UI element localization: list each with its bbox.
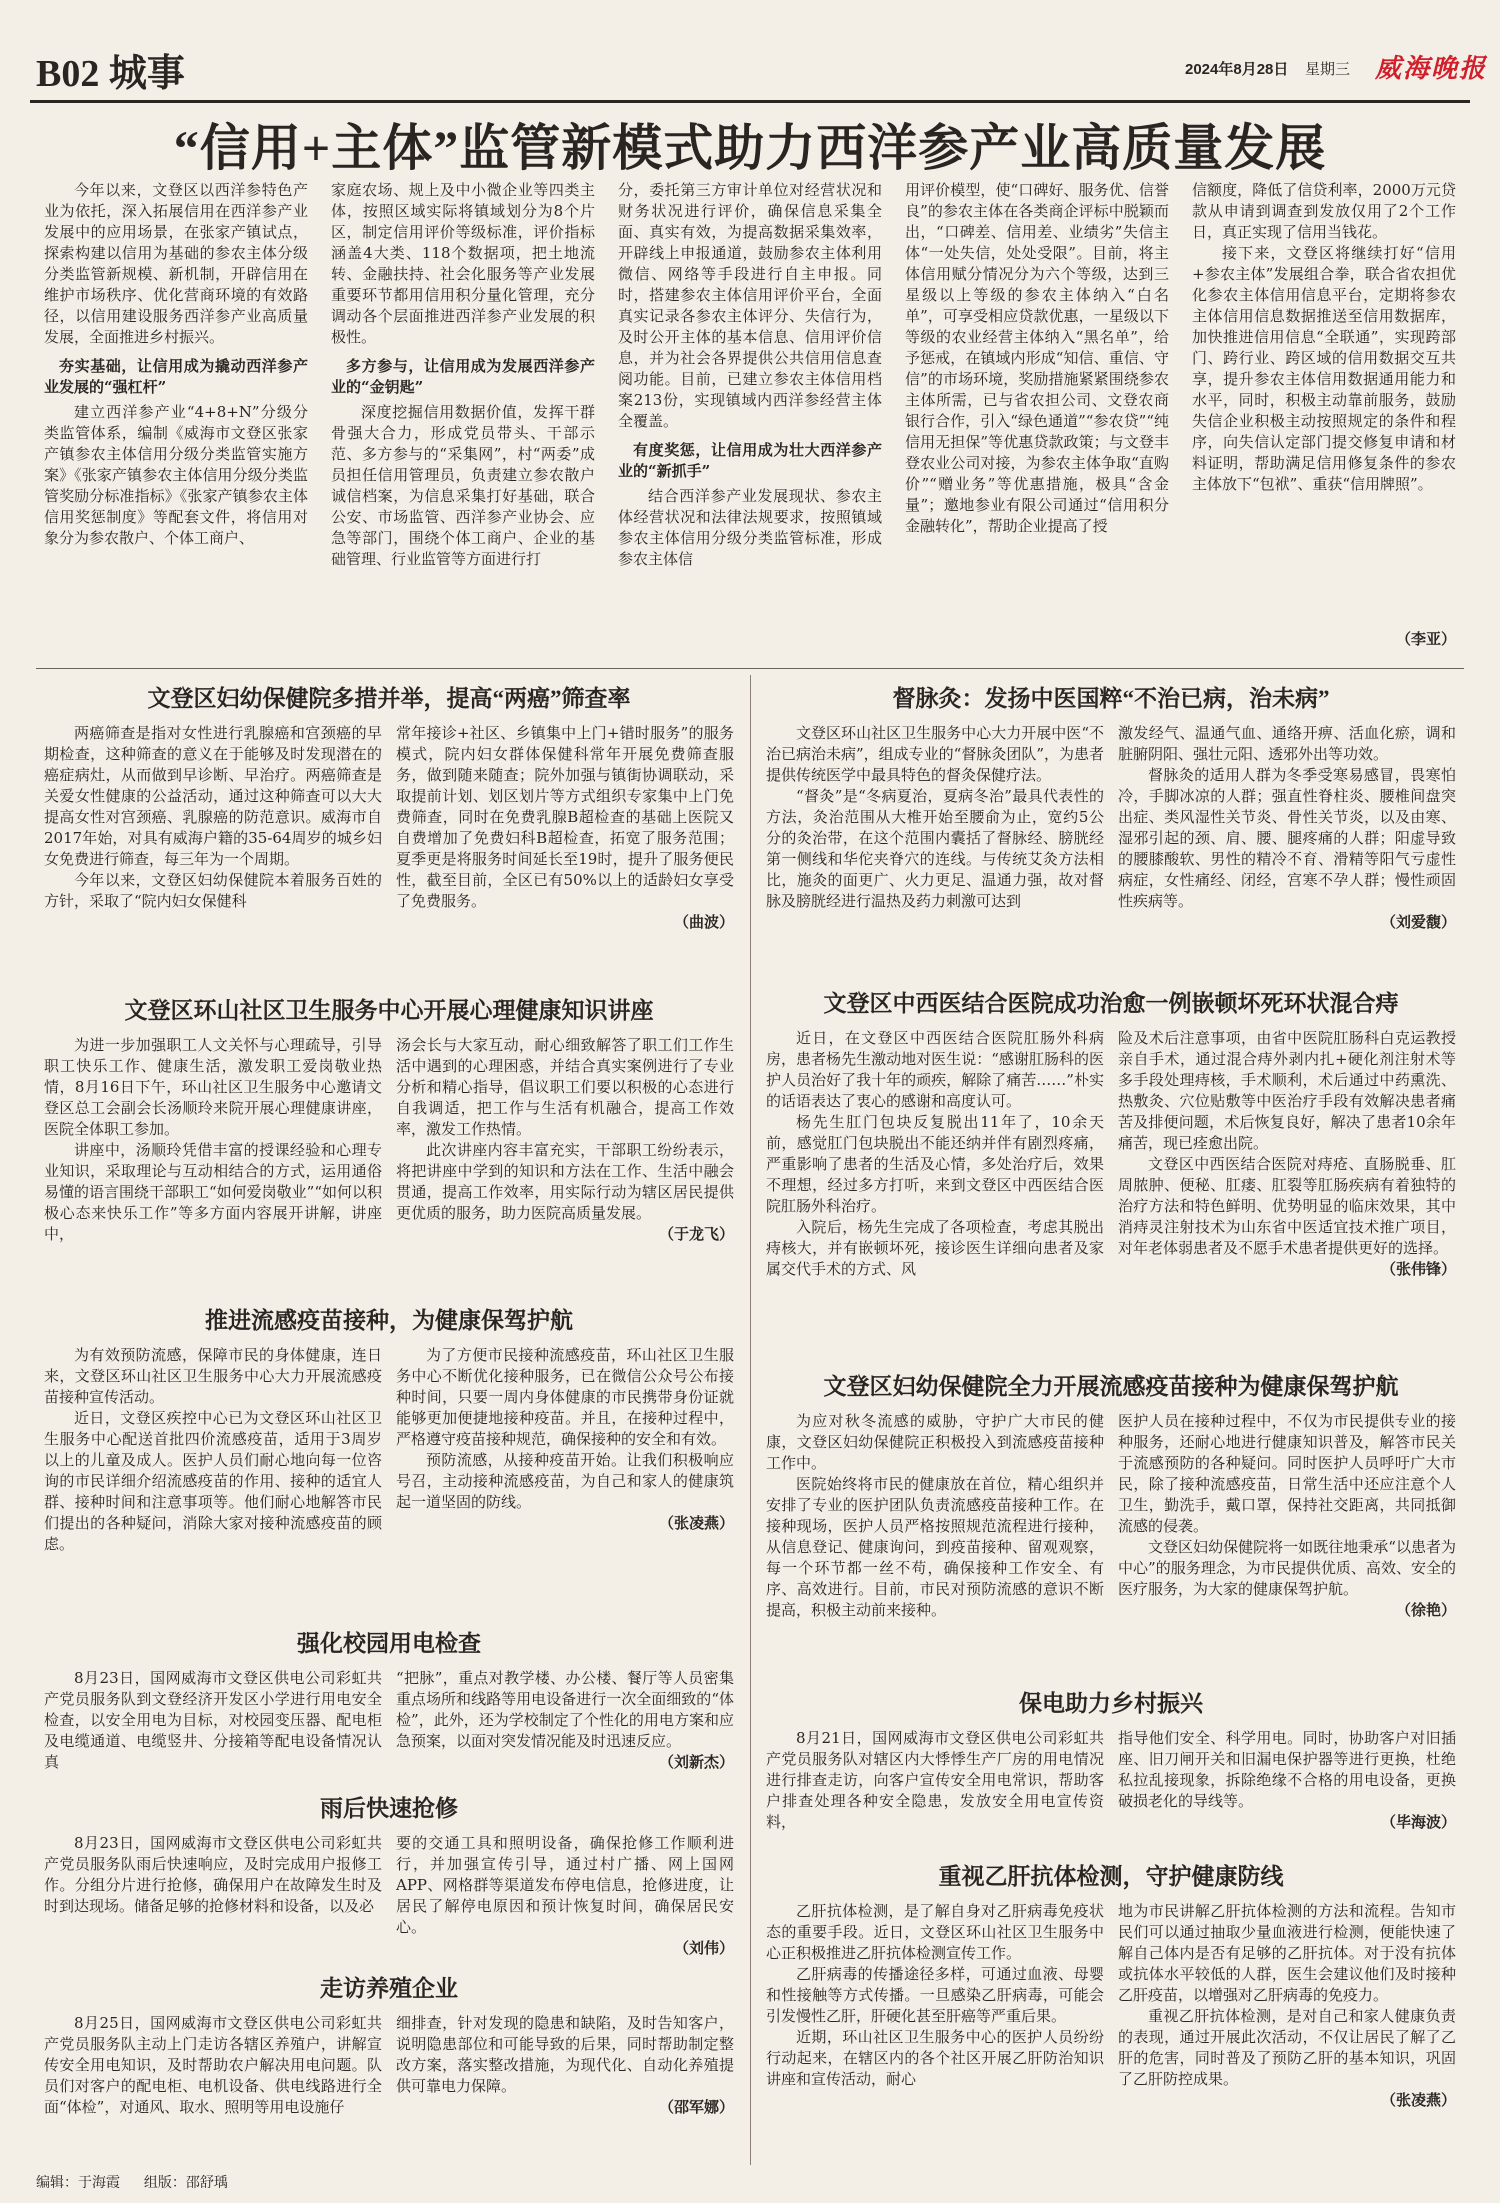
page-footer	[36, 2172, 248, 2192]
article-paragraph: 8月23日，国网威海市文登区供电公司彩虹共产党员服务队雨后快速响应，及时完成用户报修工作。分组分片进行抢修，确保用户在故障发生时及时到达现场。储备足够的抢修材料和设备，以及必	[44, 1834, 382, 1915]
issue-weekday: 星期三	[1305, 61, 1351, 78]
article-column	[1118, 1728, 1456, 1846]
article-title: 文登区环山社区卫生服务中心开展心理健康知识讲座	[124, 998, 654, 1023]
lead-byline: （李亚）	[1395, 630, 1456, 648]
article-column	[766, 1728, 1104, 1846]
article-byline: （刘新杰）	[658, 1753, 734, 1771]
article-paragraph: 8月23日，国网威海市文登区供电公司彩虹共产党员服务队到文登经济开发区小学进行用电安全检查，以安全用电为目标，对校园变压器、配电柜及电缆通道、电缆竖井、分接箱等配电设备情况认真	[44, 1669, 382, 1771]
article-paragraph: 险及术后注意事项，由省中医院肛肠科白克运教授亲自手术，通过混合痔外剥内扎+硬化剂注射术等多手段处理痔核，手术顺利，术后通过中药熏洗、热敷灸、穴位贴敷等中医治疗手段有效解决患者痛苦及排便问题，术后恢复良好，解决了患者10余年痛苦，现已痊愈出院。	[1118, 1029, 1456, 1152]
article-title: 保电助力乡村振兴	[1019, 1691, 1203, 1716]
article-paragraph: “督灸”是“冬病夏治，夏病冬治”最具代表性的方法，灸治范围从大椎开始至腰俞为止，宽约5公分的灸治带，在这个范围内囊括了督脉经、膀胱经第一侧线和华佗夹脊穴的连线。与传统艾灸方法相比，施灸的面更广、火力更足、温通力强，故对督脉及膀胱经进行温热及药力刺激可达到	[766, 787, 1104, 910]
article-column	[766, 1901, 1104, 2163]
article-moxibustion	[766, 680, 1456, 980]
article-paragraph: 杨先生肛门包块反复脱出11年了，10余天前，感觉肛门包块脱出不能还纳并伴有剧烈疼痛，严重影响了患者的生活及心情，多处治疗后，效果不理想，经过多方打听，来到文登区中西医结合医院肛肠外科治疗。	[766, 1113, 1104, 1215]
lead-paragraph: 结合西洋参产业发展现状、参农主体经营状况和法律法规要求，按照镇域参农主体信用分级分类监管标准，形成参农主体信	[618, 487, 882, 568]
article-school-power	[44, 1625, 734, 1785]
lead-paragraph: 今年以来，文登区以西洋参特色产业为依托，深入拓展信用在西洋参产业发展中的应用场景，在张家产镇试点，探索构建以信用为基础的参农主体分级分类监管新规模、新机制，开辟信用在维护市场秩序、优化营商环境的有效路径，以信用建设服务西洋参产业高质量发展，全面推进乡村振兴。	[44, 181, 308, 346]
article-paragraph: 文登区妇幼保健院将一如既往地秉承“以患者为中心”的服务理念，为市民提供优质、高效、安全的医疗服务，为大家的健康保驾护航。	[1118, 1538, 1456, 1598]
article-paragraph: 文登区环山社区卫生服务中心大力开展中医“不治已病治未病”，组成专业的“督脉灸团队”，为患者提供传统医学中最具特色的督灸保健疗法。	[766, 724, 1104, 784]
article-paragraph: 督脉灸的适用人群为冬季受寒易感冒，畏寒怕冷，手脚冰凉的人群；强直性脊柱炎、腰椎间盘突出症、类风湿性关节炎、骨性关节炎，以及由寒、湿邪引起的颈、肩、腰、腿疼痛的人群；阳虚导致的腰膝酸软、男性的精冷不育、滑精等阳气亏虚性病症，女性痛经、闭经，宫寒不孕人群；慢性顽固性疾病等。	[1118, 766, 1456, 910]
article-paragraph: 近日，文登区疾控中心已为文登区环山社区卫生服务中心配送首批四价流感疫苗，适用于3周岁以上的儿童及成人。医护人员们耐心地向每一位咨询的市民详细介绍流感疫苗的作用、接种的适宜人群、接种时间和注意事项等。他们耐心地解答市民们提出的各种疑问，消除大家对接种流感疫苗的顾虑。	[44, 1409, 382, 1553]
issue-date: 2024年8月28日	[1185, 61, 1289, 78]
article-column	[44, 1345, 382, 1610]
article-column	[44, 1833, 382, 1958]
article-paragraph: 医护人员在接种过程中，不仅为市民提供专业的接种服务，还耐心地进行健康知识普及，解答市民关于流感预防的各种疑问。同时医护人员呼吁广大市民，除了接种流感疫苗，日常生活中还应注意个人卫生，勤洗手，戴口罩，保持社交距离，共同抵御流感的侵袭。	[1118, 1412, 1456, 1535]
article-column	[1118, 1411, 1456, 1661]
article-byline: （徐艳）	[1395, 1601, 1456, 1619]
article-byline: （曲波）	[673, 913, 734, 931]
article-paragraph: 为应对秋冬流感的威胁，守护广大市民的健康，文登区妇幼保健院正积极投入到流感疫苗接种工作中。	[766, 1412, 1104, 1472]
lead-article	[44, 180, 1456, 648]
lead-paragraph: 接下来，文登区将继续打好“信用+参农主体”发展组合拳，联合省农担优化参农主体信用信息平台，定期将参农主体信用信息数据推送至信用数据库，加快推进信用信息“全联通”，实现跨部门、跨行业、跨区域的信用数据交互共享，提升参农主体信用数据通用能力和水平，同时，积极主动靠前服务，鼓励失信企业积极主动按照规定的条件和程序，向失信认定部门提交修复申请和材料证明，帮助满足信用修复条件的参农主体放下“包袱”、重获“信用牌照”。	[1192, 244, 1456, 493]
article-byline: （刘爱馥）	[1380, 913, 1456, 931]
article-column	[396, 723, 734, 973]
article-rural-power	[766, 1685, 1456, 1845]
article-column	[396, 1035, 734, 1285]
article-paragraph: 近日，在文登区中西医结合医院肛肠外科病房，患者杨先生激动地对医生说：“感谢肛肠科的医护人员治好了我十年的顽疾，解除了痛苦……”朴实的话语表达了衷心的感谢和高度认可。	[766, 1029, 1104, 1110]
lead-paragraph: 建立西洋参产业“4+8+N”分级分类监管体系，编制《威海市文登区张家产镇参农主体信用分级分类监管实施方案》《张家产镇参农主体信用分级分类监管奖励分标准指标》《张家产镇参农主体信用奖惩制度》等配套文件，将信用对象分为参农散户、个体工商户、	[44, 403, 308, 547]
article-paragraph: 细排查，针对发现的隐患和缺陷，及时告知客户，说明隐患部位和可能导致的后果，同时帮助制定整改方案，落实整改措施，为现代化、自动化养殖提供可靠电力保障。	[396, 2014, 734, 2095]
article-paragraph: 激发经气、温通气血、通络开痹、活血化瘀，调和脏腑阴阳、强壮元阳、透邪外出等功效。	[1118, 724, 1456, 763]
article-column	[396, 1345, 734, 1610]
article-paragraph: 此次讲座内容丰富充实，干部职工纷纷表示，将把讲座中学到的知识和方法在工作、生活中融会贯通，提高工作效率，用实际行动为辖区居民提供更优质的服务，助力医院高质量发展。	[396, 1141, 734, 1222]
article-flu-vaccine	[44, 1302, 734, 1612]
page-header	[0, 0, 1500, 110]
article-paragraph: 8月25日，国网威海市文登区供电公司彩虹共产党员服务队主动上门走访各辖区养殖户，讲解宣传安全用电知识，及时帮助农户解决用电问题。队员们对客户的配电柜、电机设备、供电线路进行全面“体检”，对通风、取水、照明等用电设施仔	[44, 2014, 382, 2116]
article-byline: （张凌燕）	[1380, 2091, 1456, 2109]
lead-paragraph: 分，委托第三方审计单位对经营状况和财务状况进行评价，确保信息采集全面、真实有效，为提高数据采集效率，开辟线上申报通道，鼓励参农主体利用微信、网络等手段进行自主申报。同时，搭建参农主体信用评价平台，全面真实记录各参农主体评分、失信行为，及时公开主体的基本信息、信用评价信息，并为社会各界提供公共信用信息查阅功能。目前，已建立参农主体信用档案213份，实现镇域内西洋参经营主体全覆盖。	[618, 181, 882, 430]
article-column	[1118, 1028, 1456, 1363]
article-column	[44, 2013, 382, 2161]
article-paragraph: 常年接诊+社区、乡镇集中上门+错时服务”的服务模式，院内妇女群体保健科常年开展免费筛查服务，做到随来随查；院外加强与镇街协调联动，采取提前计划、划区划片等方式组织专家集中上门免费筛查，同时在免费乳腺B超检查的基础上医院又自费增加了免费妇科B超检查，拓宽了服务范围；夏季更是将服务时间延长至19时，提升了服务便民性，截至目前，全区已有50%以上的适龄妇女享受了免费服务。	[396, 724, 734, 910]
article-title: 走访养殖企业	[320, 1976, 458, 2001]
article-hepatitis	[766, 1858, 1456, 2163]
article-paragraph: 两癌筛查是指对女性进行乳腺癌和宫颈癌的早期检查，这种筛查的意义在于能够及时发现潜在的癌症病灶，从而做到早诊断、早治疗。两癌筛查是关爱女性健康的公益活动，通过这种筛查可以大大提高女性对宫颈癌、乳腺癌的防范意识。威海市自2017年始，对具有威海户籍的35-64周岁的城乡妇女免费进行筛查，每三年为一个周期。	[44, 724, 382, 868]
article-paragraph: 要的交通工具和照明设备，确保抢修工作顺利进行，并加强宣传引导，通过村广播、网上国网APP、网格群等渠道发布停电信息，抢修进度，让居民了解停电原因和预计恢复时间，确保居民安心。	[396, 1834, 734, 1936]
article-column	[396, 1668, 734, 1786]
editor-credit: 编辑：于海霞	[36, 2174, 120, 2190]
lead-paragraph: 用评价模型，使“口碑好、服务优、信誉良”的参农主体在各类商企评标中脱颖而出，“口碑差、信用差、业绩劣”失信主体“一处失信，处处受限”。目前，将主体信用赋分情况分为六个等级，达到三星级以上等级的参农主体纳入“白名单”，可享受相应贷款优惠，一星级以下等级的农业经营主体纳入“黑名单”，给予惩戒，在镇域内形成“知信、重信、守信”的市场环境，奖励措施紧紧围绕参农主体所需，已与省农担公司、文登农商银行合作，引入“绿色通道”“参农贷”“纯信用无担保”等优惠贷款政策；与文登丰登农业公司对接，为参农主体争取“直购价”“赠业务”等优惠措施，极具“含金量”；邀地参业有限公司通过“信用积分金融转化”，帮助企业提高了授	[905, 181, 1169, 535]
article-paragraph: 文登区中西医结合医院对痔疮、直肠脱垂、肛周脓肿、便秘、肛瘘、肛裂等肛肠疾病有着独特的治疗方法和特色鲜明、优势明显的临床效果，其中消痔灵注射技术为山东省中医适宜技术推广项目，对年老体弱患者及不愿手术患者提供更好的选择。	[1118, 1155, 1456, 1257]
article-title: 文登区妇幼保健院全力开展流感疫苗接种为健康保驾护航	[823, 1374, 1399, 1399]
article-paragraph: “把脉”，重点对教学楼、办公楼、餐厅等人员密集重点场所和线路等用电设备进行一次全面细致的“体检”，此外，还为学校制定了个性化的用电方案和应急预案，以面对突发情况能及时迅速反应。	[396, 1669, 734, 1750]
article-paragraph: 今年以来，文登区妇幼保健院本着服务百姓的方针，采取了“院内妇女保健科	[44, 871, 382, 910]
lead-column-3	[618, 180, 882, 620]
article-farm-visit	[44, 1970, 734, 2160]
article-column	[1118, 723, 1456, 978]
lead-column-5	[1192, 180, 1456, 620]
article-column	[396, 2013, 734, 2161]
article-repair	[44, 1790, 734, 1960]
article-paragraph: 指导他们安全、科学用电。同时，协助客户对旧插座、旧刀闸开关和旧漏电保护器等进行更换，杜绝私拉乱接现象，拆除绝缘不合格的用电设备，更换破损老化的导线等。	[1118, 1729, 1456, 1810]
article-byline: （刘伟）	[673, 1939, 734, 1957]
article-paragraph: 近期，环山社区卫生服务中心的医护人员纷纷行动起来，在辖区内的各个社区开展乙肝防治知识讲座和宣传活动，耐心	[766, 2028, 1104, 2088]
article-title: 雨后快速抢修	[320, 1796, 458, 1821]
article-paragraph: 为了方便市民接种流感疫苗，环山社区卫生服务中心不断优化接种服务，已在微信公众号公布接种时间，只要一周内身体健康的市民携带身份证就能够更加便捷地接种疫苗。并且，在接种过程中，严格遵守疫苗接种规范，确保接种的安全和有效。	[396, 1346, 734, 1448]
article-byline: （邵军娜）	[658, 2098, 734, 2116]
article-title: 文登区中西医结合医院成功治愈一例嵌顿坏死环状混合痔	[823, 991, 1399, 1016]
article-paragraph: 地为市民讲解乙肝抗体检测的方法和流程。告知市民们可以通过抽取少量血液进行检测，便能快速了解自己体内是否有足够的乙肝抗体。对于没有抗体或抗体水平较低的人群，医生会建议他们及时接种乙肝疫苗，以增强对乙肝病毒的免疫力。	[1118, 1902, 1456, 2004]
lead-subheading: 夯实基础，让信用成为撬动西洋参产业发展的“强杠杆”	[44, 357, 308, 396]
divider	[36, 668, 1464, 669]
article-column	[44, 1035, 382, 1285]
lead-column-4	[905, 180, 1169, 620]
lead-paragraph: 深度挖掘信用数据价值，发挥干群骨强大合力，形成党员带头、干部示范、多方参与的“采集网”，村“两委”成员担任信用管理员，负责建立参农散户诚信档案，为信息采集打好基础，联合公安、市场监管、西洋参产业协会、应急等部门，围绕个体工商户、企业的基础管理、行业监管等方面进行打	[331, 403, 595, 568]
lead-subheading: 多方参与，让信用成为发展西洋参产业的“金钥匙”	[331, 357, 595, 396]
lead-paragraph: 家庭农场、规上及中小微企业等四类主体，按照区域实际将镇域划分为8个片区，制定信用评价等级标准，评价指标涵盖4大类、118个数据项，把土地流转、金融扶持、社会化服务等产业发展重要环节都用信用积分量化管理，充分调动各个层面推进西洋参产业发展的积极性。	[331, 181, 595, 346]
article-column	[766, 1028, 1104, 1363]
article-paragraph: 讲座中，汤顺玲凭借丰富的授课经验和心理专业知识，采取理论与互动相结合的方式，运用通俗易懂的语言围绕干部职工“如何爱岗敬业”“如何以积极心态来快乐工作”等多方面内容展开讲解，讲座中，	[44, 1141, 382, 1243]
article-byline: （毕海波）	[1380, 1813, 1456, 1831]
article-title: 文登区妇幼保健院多措并举，提高“两癌”筛查率	[147, 686, 631, 711]
section-label: B02 城事	[36, 53, 185, 95]
article-title: 推进流感疫苗接种，为健康保驾护航	[205, 1308, 573, 1333]
article-paragraph: 重视乙肝抗体检测，是对自己和家人健康负责的表现，通过开展此次活动，不仅让居民了解了乙肝的危害，同时普及了预防乙肝的基本知识，巩固了乙肝防控成果。	[1118, 2007, 1456, 2088]
article-column	[766, 1411, 1104, 1661]
article-paragraph: 入院后，杨先生完成了各项检查，考虑其脱出痔核大，并有嵌顿坏死，接诊医生详细向患者及家属交代手术的方式、风	[766, 1218, 1104, 1278]
article-byline: （于龙飞）	[658, 1225, 734, 1243]
article-screening	[44, 680, 734, 975]
lead-column-2	[331, 180, 595, 620]
article-column	[1118, 1901, 1456, 2163]
article-column	[766, 723, 1104, 978]
article-byline: （张伟锋）	[1380, 1260, 1456, 1278]
newspaper-logo: 威海晚报	[1375, 54, 1488, 84]
article-column	[44, 1668, 382, 1786]
lead-paragraph: 信额度，降低了信贷利率，2000万元贷款从申请到调查到发放仅用了2个工作日，真正实现了信用当钱花。	[1192, 181, 1456, 241]
article-column	[396, 1833, 734, 1958]
article-paragraph: 乙肝病毒的传播途径多样，可通过血液、母婴和性接触等方式传播。一旦感染乙肝病毒，可能会引发慢性乙肝，肝硬化甚至肝癌等严重后果。	[766, 1965, 1104, 2025]
article-fy-flu-vaccine	[766, 1368, 1456, 1658]
article-byline: （张凌燕）	[658, 1514, 734, 1532]
article-paragraph: 为有效预防流感，保障市民的身体健康，连日来，文登区环山社区卫生服务中心大力开展流感疫苗接种宣传活动。	[44, 1346, 382, 1406]
header-rule	[30, 100, 1470, 103]
column-divider	[750, 675, 751, 2165]
article-hemorrhoid	[766, 985, 1456, 1365]
article-psych-lecture	[44, 992, 734, 1287]
article-column	[44, 723, 382, 973]
article-paragraph: 为进一步加强职工人文关怀与心理疏导，引导职工快乐工作、健康生活，激发职工爱岗敬业热情，8月16日下午，环山社区卫生服务中心邀请文登区总工会副会长汤顺玲来院开展心理健康讲座，医院全体职工参加。	[44, 1036, 382, 1138]
design-credit: 组版：邵舒瑀	[143, 2174, 228, 2190]
lead-subheading: 有度奖惩，让信用成为壮大西洋参产业的“新抓手”	[618, 441, 882, 480]
article-paragraph: 预防流感，从接种疫苗开始。让我们积极响应号召，主动接种流感疫苗，为自己和家人的健康筑起一道坚固的防线。	[396, 1451, 734, 1511]
article-paragraph: 乙肝抗体检测，是了解自身对乙肝病毒免疫状态的重要手段。近日，文登区环山社区卫生服务中心正积极推进乙肝抗体检测宣传工作。	[766, 1902, 1104, 1962]
article-title: 强化校园用电检查	[297, 1631, 481, 1656]
main-headline: “信用+主体”监管新模式助力西洋参产业高质量发展	[173, 120, 1327, 176]
article-paragraph: 8月21日，国网威海市文登区供电公司彩虹共产党员服务队对辖区内大悸悸生产厂房的用电情况进行排查走访，向客户宣传安全用电常识，帮助客户排查处理各种安全隐患，发放安全用电宣传资料，	[766, 1729, 1104, 1831]
article-title: 重视乙肝抗体检测，守护健康防线	[938, 1864, 1284, 1889]
article-paragraph: 医院始终将市民的健康放在首位，精心组织并安排了专业的医护团队负责流感疫苗接种工作。在接种现场，医护人员严格按照规范流程进行接种，从信息登记、健康询问，到疫苗接种、留观观察，每一个环节都一丝不苟，确保接种工作安全、有序、高效进行。目前，市民对预防流感的意识不断提高，积极主动前来接种。	[766, 1475, 1104, 1619]
article-paragraph: 汤会长与大家互动，耐心细致解答了职工们工作生活中遇到的心理困惑，并结合真实案例进行了专业分析和精心指导，倡议职工们要以积极的心态进行自我调适，把工作与生活有机融合，提高工作效率，激发工作热情。	[396, 1036, 734, 1138]
lead-column-1	[44, 180, 308, 620]
article-title: 督脉灸：发扬中医国粹“不治已病，治未病”	[892, 686, 1330, 711]
